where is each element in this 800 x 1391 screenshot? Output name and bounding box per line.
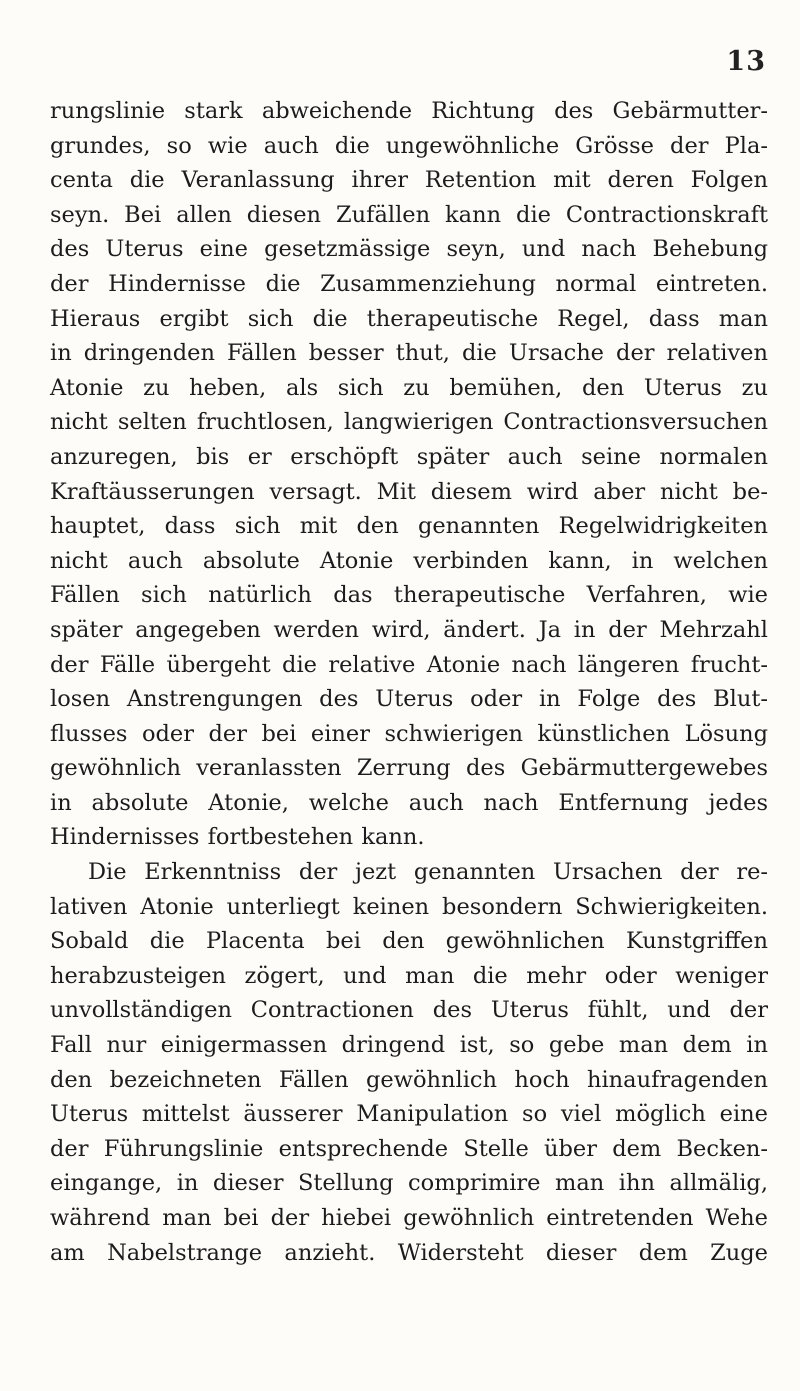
text-line: der Fälle übergeht die relative Atonie nach längeren frucht- [50,651,768,678]
text-line: Sobald die Placenta bei den gewöhnlichen Kunstgriffen [50,928,768,955]
text-line: Die Erkenntniss der jezt genannten Ursachen der re- [88,859,768,886]
text-line: Hindernisses fortbestehen kann. [50,824,425,851]
text-line: nicht selten fruchtlosen, langwierigen Contractionsversuchen [50,409,768,436]
text-line: eingange, in dieser Stellung comprimire man ihn allmälig, [50,1170,768,1197]
text-line: der Hindernisse die Zusammenziehung normal eintreten. [50,270,768,297]
text-line: flusses oder der bei einer schwierigen künstlichen Lösung [50,720,768,747]
text-line: anzuregen, bis er erschöpft später auch seine normalen [50,443,768,470]
text-line: des Uterus eine gesetzmässige seyn, und nach Behebung [50,236,768,263]
text-line: in absolute Atonie, welche auch nach Entfernung jedes [50,789,768,816]
text-line: der Führungslinie entsprechende Stelle über dem Becken- [50,1135,768,1162]
paragraph-2 [50,855,768,1270]
text-line: Hieraus ergibt sich die therapeutische Regel, dass man [50,305,768,332]
text-line: rungslinie stark abweichende Richtung des Gebärmutter- [50,98,768,124]
text-line: später angegeben werden wird, ändert. Ja in der Mehrzahl [50,616,768,643]
text-line: hauptet, dass sich mit den genannten Regelwidrigkeiten [50,513,768,540]
text-line: losen Anstrengungen des Uterus oder in Folge des Blut- [50,686,768,713]
text-line: während man bei der hiebei gewöhnlich eintretenden Wehe [50,1205,768,1231]
text-line: grundes, so wie auch die ungewöhnliche Grösse der Pla- [50,132,768,159]
text-line: Fall nur einigermassen dringend ist, so gebe man dem in [50,1032,768,1059]
text-line: herabzusteigen zögert, und man die mehr oder weniger [50,962,768,989]
text-line: am Nabelstrange anzieht. Widersteht dieser dem Zuge [50,1239,768,1266]
text-line: centa die Veranlassung ihrer Retention mit deren Folgen [50,167,768,194]
text-line: seyn. Bei allen diesen Zufällen kann die Contractionskraft [50,201,768,228]
text-line: gewöhnlich veranlassten Zerrung des Gebärmuttergewebes [50,755,768,782]
paragraph-1 [50,94,768,855]
text-line: Fällen sich natürlich das therapeutische Verfahren, wie [50,582,768,609]
text-line: den bezeichneten Fällen gewöhnlich hoch hinaufragenden [50,1066,768,1093]
text-line: lativen Atonie unterliegt keinen besondern Schwierigkeiten. [50,893,768,920]
text-line: Kraftäusserungen versagt. Mit diesem wird aber nicht be- [50,478,768,505]
text-line: unvollständigen Contractionen des Uterus fühlt, und der [50,997,768,1024]
page-number: 13 [726,46,766,77]
text-line: nicht auch absolute Atonie verbinden kann, in welchen [50,547,768,574]
body-text [50,94,768,1270]
text-line: Uterus mittelst äusserer Manipulation so viel möglich eine [50,1101,768,1128]
text-line: in dringenden Fällen besser thut, die Ursache der relativen [50,340,768,367]
text-line: Atonie zu heben, als sich zu bemühen, den Uterus zu [50,374,768,401]
